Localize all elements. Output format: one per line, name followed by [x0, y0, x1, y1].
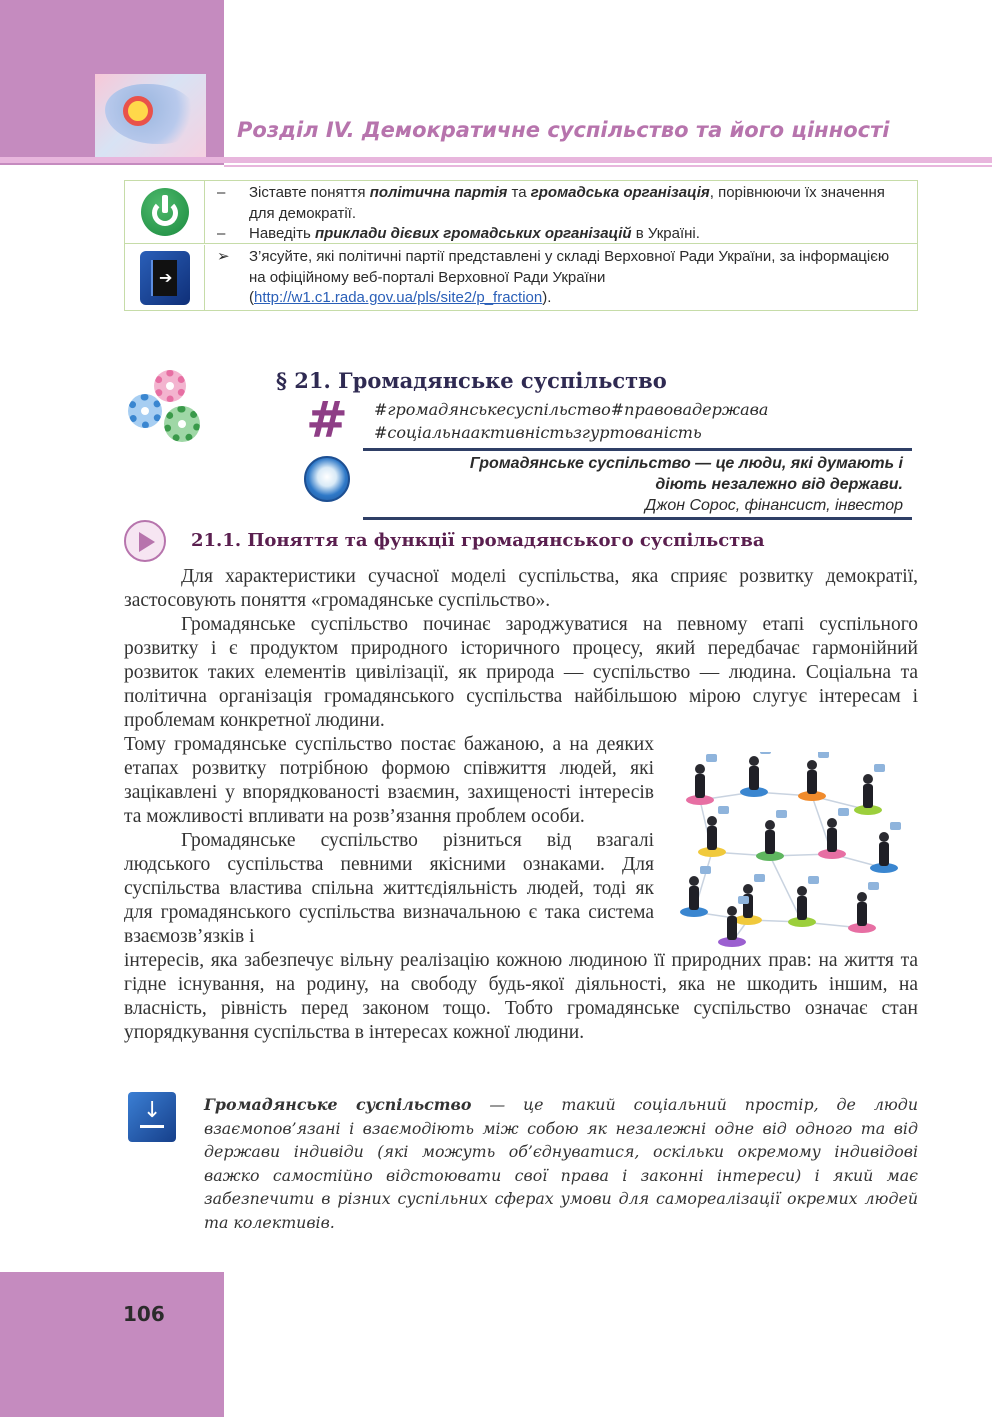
person-head [797, 886, 807, 896]
footer-side-band [0, 1272, 224, 1417]
person-head [827, 818, 837, 828]
speech-bubble-icon [868, 882, 879, 890]
dash-marker: – [217, 184, 226, 201]
dash-marker: – [217, 225, 226, 242]
quote-icon [304, 456, 350, 502]
body-paragraph-continued [124, 949, 918, 1045]
speech-bubble-icon [890, 822, 901, 830]
paragraph: Тому громадянське суспільство постає бажаною, а на деяких етапах розвитку потрібною формою співжиття людей, які зацікавлені у впорядкованості взаємин, захищеності інтересів та можливості впливати на розв’язання проблем особи. [124, 734, 654, 827]
person-head [695, 764, 705, 774]
paragraph: Громадянське суспільство різниться від взагалі людського суспільства певними якісними ознаками. Для суспільства властива спільна життєдіяльність людей, тоді як для громадянського суспільства визначальною є така система взаємозв’язків і [124, 830, 654, 947]
quote-rule [363, 448, 912, 451]
person-figure [807, 770, 817, 794]
person-head [707, 816, 717, 826]
task-text [217, 247, 909, 309]
quote-line: Громадянське суспільство — це люди, які думають і [469, 455, 903, 472]
task-text-run: Зіставте поняття [249, 184, 370, 201]
paragraph: Громадянське суспільство починає зароджуватися на певному етапі суспільного розвитку і є продуктом природного історичного процесу, який передбачає гармонійний розвиток таких елементів цивілізації, як природа — суспільство — людина. Соціальна та політична організація громадянського суспільства найбільшою мірою слугує інтересам і проблемам конкретної людини. [124, 614, 918, 731]
task-item [217, 247, 909, 309]
download-icon: ↓ [128, 1092, 176, 1142]
person-figure [797, 896, 807, 920]
subsection-title: 21.1. Поняття та функції громадянського суспільства [191, 530, 765, 551]
login-icon: ➔ [140, 251, 190, 305]
person-figure [863, 784, 873, 808]
speech-bubble-icon [760, 752, 771, 754]
chapter-title: Розділ IV. Демократичне суспільство та його цінності [237, 118, 890, 142]
ukraine-map-image [95, 74, 206, 157]
social-network-illustration [672, 752, 906, 956]
task-text [217, 183, 909, 245]
task-table [124, 180, 918, 311]
hashtag-icon: # [306, 391, 348, 449]
task-text-run: З’ясуйте, які політичні партії представлені у складі Верховної Ради України, за інформацією на офіційному веб-порталі Верховної Ради України ( [249, 248, 890, 306]
speech-bubble-icon [718, 806, 729, 814]
task-item [217, 224, 909, 245]
task-term: громадська організація [530, 184, 710, 201]
task-term: приклади дієвих громадських організацій [314, 225, 632, 242]
person-figure [707, 826, 717, 850]
person-figure [857, 902, 867, 926]
task-term: політична партія [369, 184, 508, 201]
hashtag-line: #соціальнаактивністьзгуртованість [374, 423, 702, 442]
speech-bubble-icon [776, 810, 787, 818]
definition-block [204, 1093, 918, 1234]
paragraph: інтересів, яка забезпечує вільну реалізацію кожною людиною її природних прав: на життя та гідне існування, на родину, на свободу будь-якої діяльності, яка не шкодить іншим, на власність, рівність перед законом тощо. Тобто громадянське суспільство означає стан упорядкування суспільства в інтересах кожної людини. [124, 950, 918, 1043]
header-rule-thin [224, 165, 992, 167]
person-head [863, 774, 873, 784]
person-figure [827, 828, 837, 852]
person-head [857, 892, 867, 902]
definition-term: Громадянське суспільство [204, 1095, 472, 1114]
task-text-run: , порівнюючи їх значення для демократії. [249, 184, 885, 222]
person-figure [749, 766, 759, 790]
task-item [217, 183, 909, 224]
header-rule [0, 157, 992, 163]
speech-bubble-icon [874, 764, 885, 772]
person-figure [765, 830, 775, 854]
task-text-run: в Україні. [631, 225, 700, 242]
task-row [125, 245, 917, 311]
hashtag-line: #громадянськесуспільство#правовадержава [374, 400, 769, 419]
task-icon-cell [125, 245, 205, 311]
person-figure [695, 774, 705, 798]
speech-bubble-icon [838, 808, 849, 816]
hashtags [374, 398, 768, 444]
play-icon [124, 520, 166, 562]
task-text-run: та [507, 184, 531, 201]
page-number: 106 [123, 1302, 165, 1326]
speech-bubble-icon [706, 754, 717, 762]
task-icon-cell [125, 181, 205, 243]
map-emblem-icon [123, 96, 153, 126]
task-text-run: ). [542, 289, 552, 306]
arrow-bullet-icon: ➢ [217, 248, 230, 265]
body-paragraphs-full [124, 565, 918, 733]
task-row [125, 181, 917, 244]
person-figure [727, 916, 737, 940]
power-icon [141, 188, 189, 236]
paragraph: Для характеристики сучасної моделі суспільства, яка сприяє розвитку демократії, застосовують поняття «громадянське суспільство». [124, 566, 918, 611]
person-head [727, 906, 737, 916]
speech-bubble-icon [808, 876, 819, 884]
person-figure [879, 842, 889, 866]
quote-rule [363, 517, 912, 520]
definition-text: — це такий соціальний простір, де люди взаємопов’язані і взаємодіють між собою як незалежні одне від одного та від держави індивіди (які можуть об’єднуватися, оскільки окремому індивідові важко самостійно відстоювати свої права і законні інтереси) і який має забезпечити в різних суспільних сферах умови для самореалізації окремих людей та колективів. [204, 1095, 918, 1232]
person-head [765, 820, 775, 830]
gears-icon [126, 370, 204, 445]
speech-bubble-icon [700, 866, 711, 874]
person-figure [689, 886, 699, 910]
quote-author: Джон Сорос, фінансист, інвестор [645, 497, 903, 514]
body-paragraphs-wrapped [124, 733, 654, 949]
person-head [807, 760, 817, 770]
quote-line: діють незалежно від держави. [655, 476, 903, 493]
rada-fractions-link[interactable]: http://w1.c1.rada.gov.ua/pls/site2/p_fraction [254, 289, 543, 306]
task-text-run: Наведіть [249, 225, 315, 242]
person-head [689, 876, 699, 886]
speech-bubble-icon [818, 752, 829, 758]
speech-bubble-icon [754, 874, 765, 882]
person-head [879, 832, 889, 842]
person-head [749, 756, 759, 766]
section-title: § 21. Громадянське суспільство [276, 368, 667, 393]
person-head [743, 884, 753, 894]
speech-bubble-icon [738, 896, 749, 904]
epigraph-quote [363, 453, 903, 516]
